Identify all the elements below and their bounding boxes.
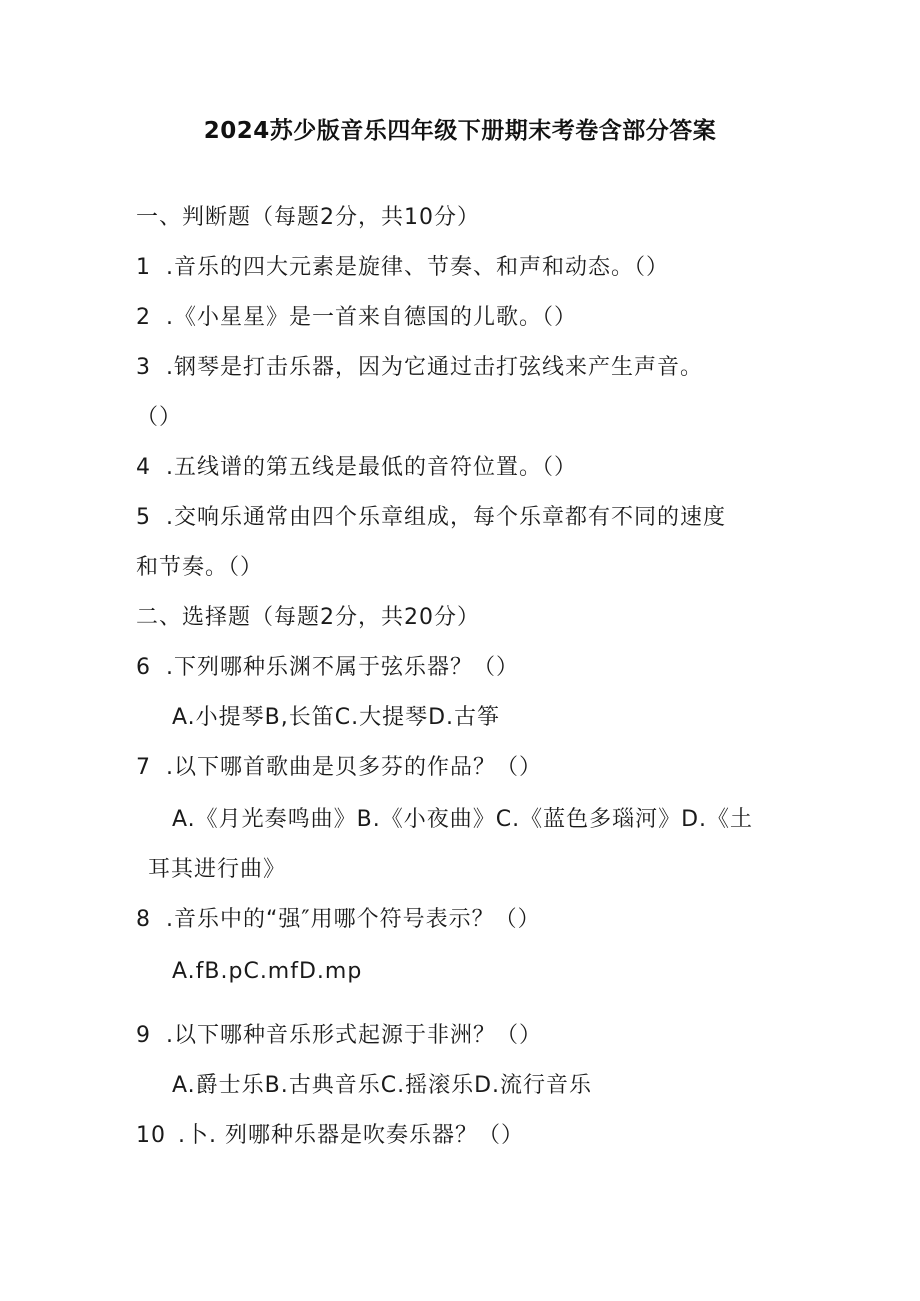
section2-heading: 二、选择题（每题2分，共20分） bbox=[136, 605, 480, 630]
question-5 bbox=[136, 502, 726, 534]
question-text: .下列哪种乐渊不属于弦乐器？（） bbox=[166, 655, 519, 680]
question-2 bbox=[136, 302, 577, 334]
question-3-continuation: （） bbox=[136, 405, 183, 430]
question-text: .音乐的四大元素是旋律、节奏、和声和动态。（） bbox=[166, 255, 669, 280]
question-number: 10 bbox=[136, 1123, 166, 1148]
page-title: 2024苏少版音乐四年级下册期末考卷含部分答案 bbox=[203, 118, 717, 144]
question-text: .以下哪种音乐形式起源于非洲？（） bbox=[166, 1023, 542, 1048]
question-1 bbox=[136, 252, 669, 284]
question-text: .以下哪首歌曲是贝多芬的作品？（） bbox=[166, 755, 542, 780]
question-8 bbox=[136, 904, 541, 936]
question-number: 4 bbox=[136, 455, 151, 480]
question-6-options: A.小提琴B,长笛C.大提琴D.古筝 bbox=[172, 705, 501, 730]
question-number: 2 bbox=[136, 305, 151, 330]
question-text: .五线谱的第五线是最低的音符位置。（） bbox=[166, 455, 577, 480]
question-text: .《小星星》是一首来自德国的儿歌。（） bbox=[166, 305, 577, 330]
question-number: 6 bbox=[136, 655, 151, 680]
question-text: .钢琴是打击乐器，因为它通过击打弦线来产生声音。 bbox=[166, 355, 703, 380]
question-7-options-continuation: 耳其进行曲》 bbox=[148, 857, 287, 882]
question-5-continuation: 和节奏。（） bbox=[136, 555, 264, 580]
question-3 bbox=[136, 352, 703, 384]
question-text: .交响乐通常由四个乐章组成，每个乐章都有不同的速度 bbox=[166, 505, 726, 530]
question-text: .音乐中的“强″用哪个符号表示？（） bbox=[166, 907, 541, 932]
question-7 bbox=[136, 752, 542, 784]
question-8-options: A.fB.pC.mfD.mp bbox=[172, 959, 363, 984]
question-number: 5 bbox=[136, 505, 151, 530]
question-text: .卜. 列哪种乐器是吹奏乐器？（） bbox=[178, 1123, 524, 1148]
question-9 bbox=[136, 1020, 542, 1052]
question-number: 8 bbox=[136, 907, 151, 932]
question-number: 7 bbox=[136, 755, 151, 780]
question-9-options: A.爵士乐B.古典音乐C.摇滚乐D.流行音乐 bbox=[172, 1073, 593, 1098]
question-6 bbox=[136, 652, 519, 684]
question-number: 9 bbox=[136, 1023, 151, 1048]
section1-heading: 一、判断题（每题2分，共10分） bbox=[136, 205, 480, 230]
question-4 bbox=[136, 452, 577, 484]
question-number: 3 bbox=[136, 355, 151, 380]
question-10 bbox=[136, 1120, 524, 1152]
question-7-options: A.《月光奏鸣曲》B.《小夜曲》C.《蓝色多瑙河》D.《土 bbox=[172, 807, 754, 832]
question-number: 1 bbox=[136, 255, 151, 280]
